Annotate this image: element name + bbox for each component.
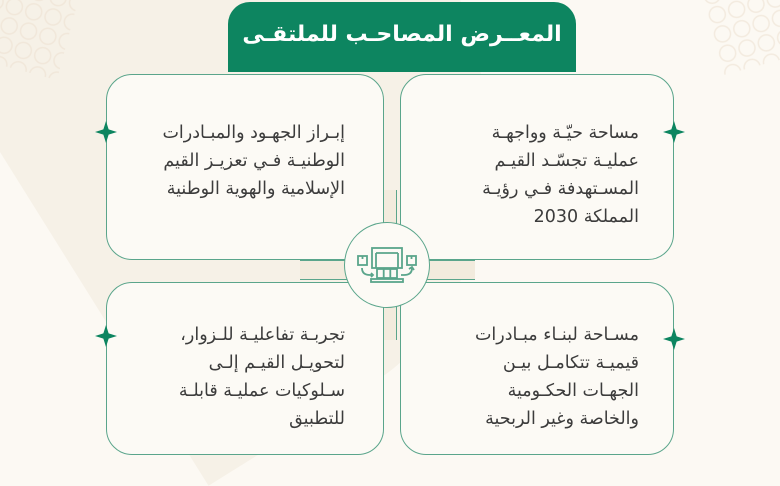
card-line: لتحويـل القيـم إلـى — [208, 353, 345, 373]
card-line: والخاصة وغير الربحية — [485, 409, 639, 429]
connector-left — [300, 260, 350, 280]
card-bottom-left — [106, 282, 384, 455]
card-line: الوطنيـة فـي تعزيـز القيم — [163, 151, 345, 171]
card-line: عمليـة تجسّـد القيـم — [494, 151, 639, 171]
card-line: للتطبيق — [289, 409, 345, 429]
card-line: إبـراز الجهـود والمبـادرات — [162, 123, 345, 143]
header-tab — [228, 2, 576, 72]
card-line: الإسلامية والهوية الوطنية — [166, 179, 345, 199]
card-top-right — [400, 74, 674, 260]
card-top-left — [106, 74, 384, 260]
card-text — [427, 321, 639, 433]
card-line: المملكة 2030 — [533, 207, 639, 227]
connector-right — [425, 260, 475, 280]
card-text — [127, 321, 345, 433]
card-bottom-right — [400, 282, 674, 455]
card-line: قيميـة تتكامـل بيـن — [502, 353, 639, 373]
exhibition-booth-icon — [355, 245, 419, 285]
card-line: المسـتهدفة فـي رؤيـة — [482, 179, 639, 199]
card-line: مساحة حيّـة وواجهـة — [491, 123, 639, 143]
card-line: تجربـة تفاعليـة للـزوار، — [180, 325, 345, 345]
page-title: المعــرض المصاحـب للملتقـى — [242, 21, 562, 47]
card-text — [427, 119, 639, 231]
decorative-pattern-top-right — [700, 0, 780, 75]
card-line: سـلوكيات عمليـة قابلـة — [178, 381, 345, 401]
card-text — [127, 119, 345, 203]
card-line: مسـاحة لبنـاء مبـادرات — [474, 325, 639, 345]
center-circle — [344, 222, 430, 308]
card-line: الجهـات الحكـومية — [507, 381, 639, 401]
